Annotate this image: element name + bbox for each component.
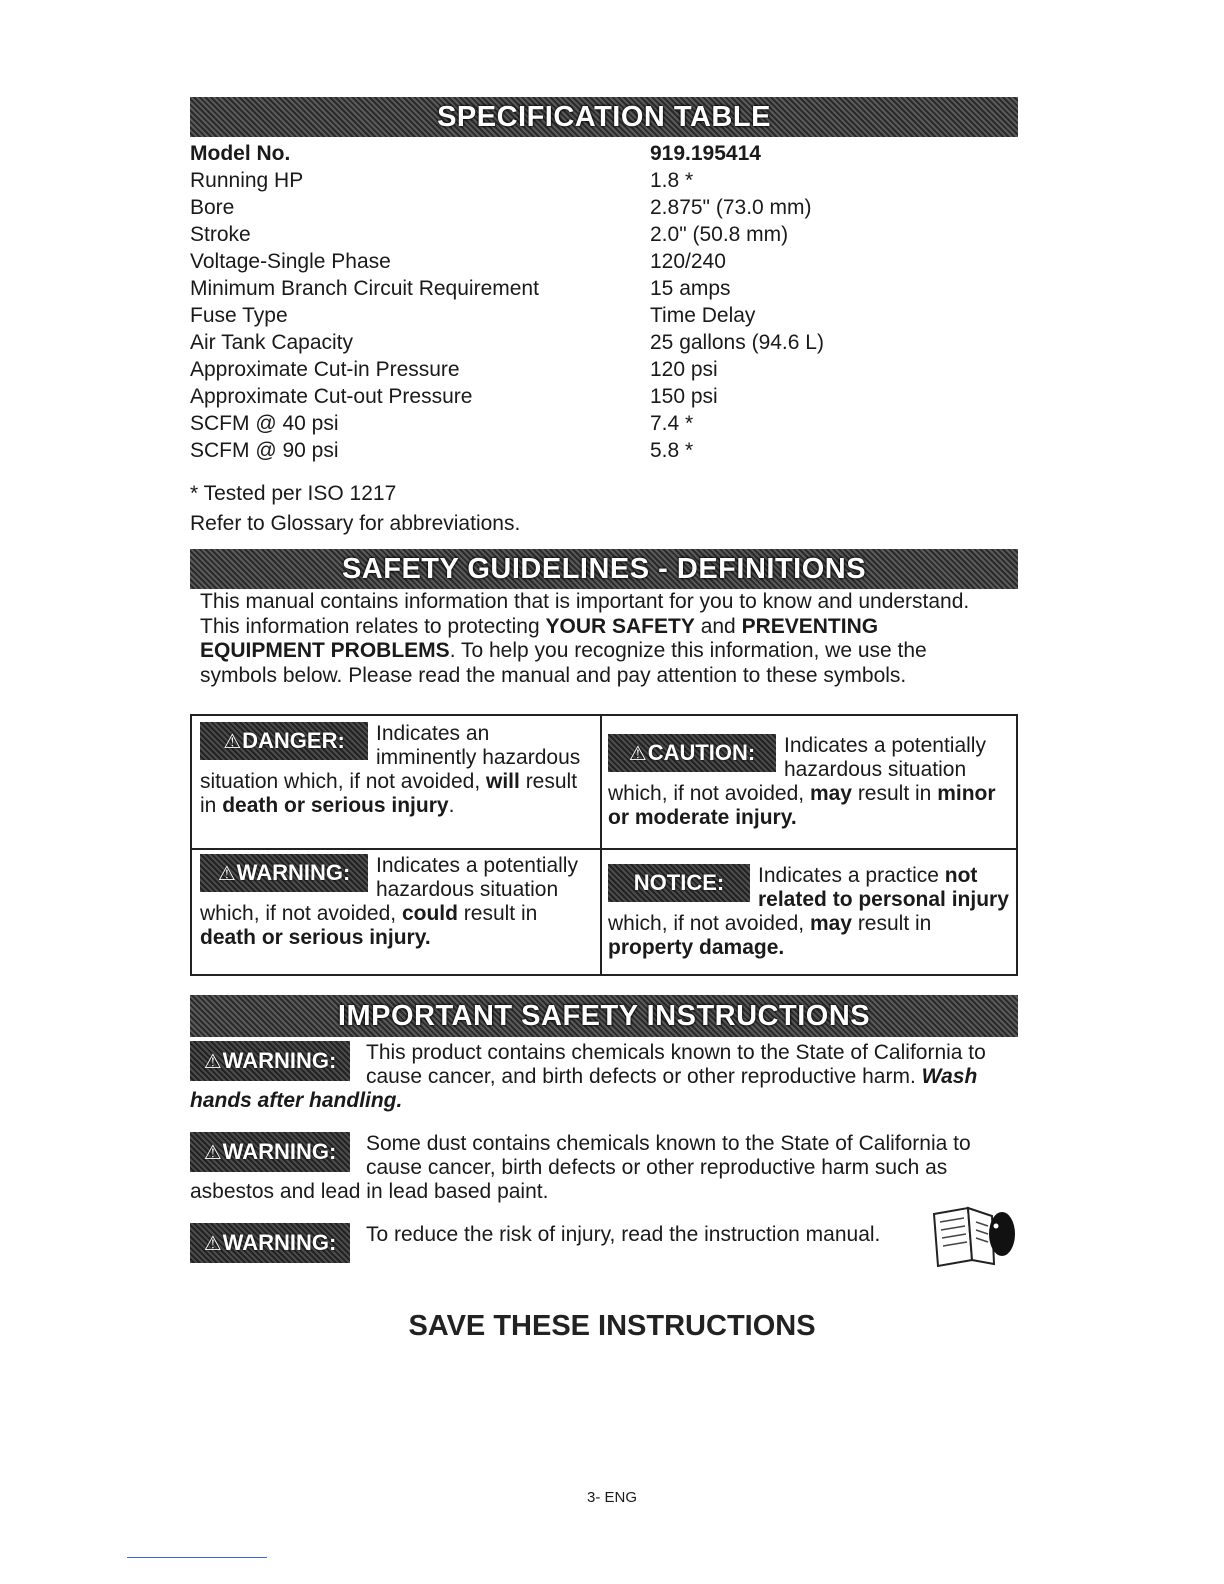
spec-value: 5.8 * — [650, 439, 694, 462]
warning-triangle-icon: ⚠ — [203, 1051, 222, 1073]
warning-emphasis: Wash hands after handling. — [190, 1065, 978, 1112]
safety-definitions-banner: SAFETY GUIDELINES - DEFINITIONS — [190, 549, 1018, 589]
spec-value: 25 gallons (94.6 L) — [650, 331, 824, 354]
spec-label: Minimum Branch Circuit Requirement — [190, 277, 539, 300]
spec-row — [190, 302, 1010, 329]
spec-value: Time Delay — [650, 304, 756, 327]
warning-badge: ⚠WARNING: — [190, 1041, 350, 1081]
intro-text: This manual contains information that is important for you to know and understand. This information relates to protecting — [200, 590, 970, 638]
spec-row — [190, 248, 1010, 275]
danger-definition: ⚠DANGER: Indicates an imminently hazardous situation which, if not avoided, will result in death or serious injury. — [200, 722, 581, 817]
caution-definition: ⚠CAUTION: Indicates a potentially hazardous situation which, if not avoided, may result in minor or moderate injury. — [608, 734, 996, 829]
intro-bold: PREVENTING EQUIPMENT PROBLEMS — [200, 614, 879, 662]
warning-badge: ⚠WARNING: — [190, 1223, 350, 1263]
spec-label: Fuse Type — [190, 304, 288, 327]
spec-value: 7.4 * — [650, 412, 694, 435]
spec-value: 2.0" (50.8 mm) — [650, 223, 789, 246]
spec-row — [190, 356, 1010, 383]
spec-label: SCFM @ 40 psi — [190, 412, 339, 435]
warning-item — [190, 1223, 1010, 1263]
spec-value: 15 amps — [650, 277, 731, 300]
spec-label: Model No. — [190, 142, 291, 165]
spec-value: 150 psi — [650, 385, 718, 408]
spec-label: SCFM @ 90 psi — [190, 439, 339, 462]
warning-text: This product contains chemicals known to the State of California to cause cancer, and birth defects or other reproductive harm. — [366, 1041, 986, 1088]
warning-text: To reduce the risk of injury, read the instruction manual. — [366, 1223, 881, 1246]
spec-label: Running HP — [190, 169, 304, 192]
glossary-note: Refer to Glossary for abbreviations. — [190, 512, 521, 535]
spec-label: Air Tank Capacity — [190, 331, 354, 354]
notice-definition: NOTICE: Indicates a practice not related to personal injury which, if not avoided, may result in property damage. — [608, 864, 1009, 959]
warning-triangle-icon: ⚠ — [203, 1233, 222, 1255]
spec-label: Bore — [190, 196, 235, 219]
warning-text: Some dust contains chemicals known to the State of California to cause cancer, birth defects or other reproductive harm such as asbestos and lead in lead based paint. — [190, 1132, 971, 1203]
spec-row — [190, 383, 1010, 410]
safety-intro — [200, 590, 1000, 688]
spec-table-banner: SPECIFICATION TABLE — [190, 97, 1018, 137]
spec-value: 2.875" (73.0 mm) — [650, 196, 812, 219]
warning-badge: ⚠WARNING: — [200, 854, 368, 892]
spec-row — [190, 194, 1010, 221]
intro-text: and — [694, 614, 742, 638]
intro-text: . To help you recognize this information, we use the symbols below. Please read the manual and pay attention to these symbols. — [200, 639, 927, 687]
spec-footnote: * Tested per ISO 1217 — [190, 482, 397, 505]
warning-triangle-icon: ⚠ — [217, 863, 236, 885]
spec-label: Voltage-Single Phase — [190, 250, 391, 273]
important-safety-banner: IMPORTANT SAFETY INSTRUCTIONS — [190, 995, 1018, 1037]
spec-row — [190, 437, 1010, 464]
spec-row — [190, 221, 1010, 248]
warning-item — [190, 1132, 1010, 1204]
spec-label: Approximate Cut-out Pressure — [190, 385, 473, 408]
spec-label: Stroke — [190, 223, 251, 246]
caution-badge: ⚠CAUTION: — [608, 734, 776, 772]
intro-bold: YOUR SAFETY — [545, 614, 695, 638]
warning-badge: ⚠WARNING: — [190, 1132, 350, 1172]
grid-divider — [600, 716, 602, 974]
footer-divider — [127, 1557, 267, 1558]
spec-value: 120/240 — [650, 250, 726, 273]
warning-item — [190, 1041, 1010, 1113]
spec-row — [190, 140, 1010, 167]
warning-triangle-icon: ⚠ — [628, 743, 647, 765]
warning-triangle-icon: ⚠ — [223, 731, 242, 753]
spec-table — [190, 140, 1010, 464]
notice-badge: NOTICE: — [608, 864, 750, 902]
grid-divider — [192, 848, 1016, 850]
spec-row — [190, 329, 1010, 356]
spec-row — [190, 167, 1010, 194]
read-manual-icon — [928, 1200, 1018, 1272]
spec-value: 120 psi — [650, 358, 718, 381]
save-instructions-heading: SAVE THESE INSTRUCTIONS — [408, 1310, 816, 1342]
spec-label: Approximate Cut-in Pressure — [190, 358, 460, 381]
warning-triangle-icon: ⚠ — [203, 1142, 222, 1164]
spec-row — [190, 410, 1010, 437]
spec-row — [190, 275, 1010, 302]
spec-value: 1.8 * — [650, 169, 694, 192]
definitions-grid — [190, 714, 1018, 976]
page-number: 3- ENG — [586, 1489, 637, 1506]
danger-badge: ⚠DANGER: — [200, 722, 368, 760]
spec-value: 919.195414 — [650, 142, 761, 165]
warning-definition: ⚠WARNING: Indicates a potentially hazardous situation which, if not avoided, could result in death or serious injury. — [200, 854, 578, 949]
